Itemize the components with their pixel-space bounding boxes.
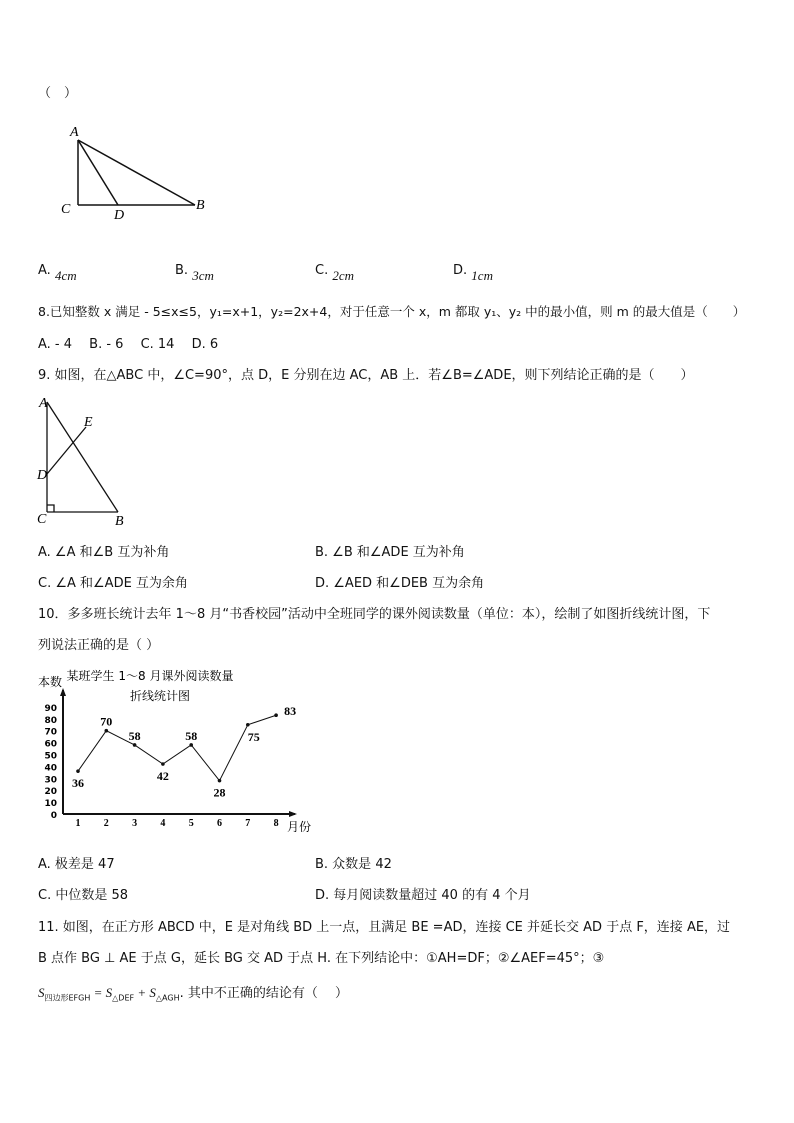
q8-stem: 8.已知整数 x 满足 - 5≤x≤5，y₁=x+1，y₂=2x+4，对于任意一个 x，m 都取 y₁、y₂ 中的最小值，则 m 的最大值是（ ）: [38, 304, 746, 319]
subscript: △DEF: [112, 993, 135, 1003]
option-key: C.: [315, 263, 329, 278]
q7-label-c: C: [61, 202, 71, 217]
q7-option-a[interactable]: [38, 262, 77, 283]
y-tick-label: 60: [44, 739, 57, 750]
equals-s: = S: [90, 985, 113, 1000]
y-tick-label: 90: [44, 703, 57, 714]
q9-label-b: B: [115, 514, 124, 529]
q9-option-b[interactable]: B. ∠B 和∠ADE 互为补角: [315, 545, 465, 560]
y-tick-label: 10: [44, 799, 57, 810]
x-axis-arrow: [289, 811, 297, 817]
q10-option-b[interactable]: B. 众数是 42: [315, 857, 392, 872]
option-value: 2cm: [332, 268, 355, 283]
q9-triangle-figure: [47, 402, 118, 512]
option-value: 4cm: [54, 268, 77, 283]
q10-option-a[interactable]: A. 极差是 47: [38, 857, 115, 872]
q7-label-d: D: [114, 208, 125, 223]
s-symbol: S: [38, 985, 45, 1000]
q11-line3: [38, 982, 348, 1004]
subscript: 四边形EFGH: [44, 993, 91, 1003]
data-label: 83: [284, 704, 297, 719]
q7-answer-bracket: （ ）: [38, 86, 78, 101]
y-tick-label: 50: [44, 751, 57, 762]
q7-label-b: B: [196, 198, 205, 213]
reading-line-chart: [38, 668, 311, 834]
data-label: 28: [213, 785, 226, 800]
q9-option-c[interactable]: C. ∠A 和∠ADE 互为余角: [38, 576, 188, 591]
data-label: 75: [247, 729, 260, 744]
q9-label-e: E: [84, 415, 93, 430]
option-value: 1cm: [471, 268, 493, 283]
data-point: [76, 769, 80, 773]
data-point: [105, 729, 109, 733]
q11-line1: 11. 如图，在正方形 ABCD 中，E 是对角线 BD 上一点，且满足 BE =AD，连接 CE 并延长交 AD 于点 F，连接 AE，过: [38, 920, 731, 935]
data-point: [189, 743, 193, 747]
q9-label-d: D: [37, 468, 48, 483]
q8-options[interactable]: A. - 4 B. - 6 C. 14 D. 6: [38, 337, 219, 352]
data-point: [274, 713, 278, 717]
y-axis-label: 本数: [38, 675, 63, 689]
plus-s: + S: [134, 985, 156, 1000]
data-point: [161, 762, 165, 766]
q10-stem-line2: 列说法正确的是（ ）: [38, 638, 160, 653]
y-tick-label: 0: [50, 811, 57, 821]
x-tick-label: 1: [75, 818, 81, 829]
q9-option-a[interactable]: A. ∠A 和∠B 互为补角: [38, 545, 170, 560]
q7-option-d[interactable]: [453, 262, 493, 283]
y-tick-label: 20: [44, 787, 57, 798]
q7-option-c[interactable]: [315, 262, 355, 283]
q9-label-a: A: [39, 396, 48, 411]
data-label: 58: [185, 728, 198, 743]
q7-triangle-figure: [78, 140, 195, 205]
q9-option-d[interactable]: D. ∠AED 和∠DEB 互为余角: [315, 576, 485, 591]
data-label: 58: [128, 728, 141, 743]
x-tick-label: 5: [188, 818, 194, 829]
data-label: 36: [72, 776, 84, 791]
y-tick-label: 40: [44, 763, 57, 774]
q9-label-c: C: [37, 512, 47, 527]
chart-subtitle: 折线统计图: [129, 689, 191, 703]
data-label: 42: [156, 769, 169, 784]
x-tick-label: 7: [245, 818, 251, 829]
x-axis-label: 月份: [287, 820, 312, 834]
y-axis-arrow: [60, 688, 66, 696]
q11-line2: B 点作 BG ⊥ AE 于点 G，延长 BG 交 AD 于点 H. 在下列结论中：①AH=DF；②∠AEF=45°；③: [38, 951, 605, 966]
y-tick-label: 80: [44, 715, 57, 726]
q10-option-d[interactable]: D. 每月阅读数量超过 40 的有 4 个月: [315, 888, 531, 903]
x-tick-label: 2: [103, 818, 109, 829]
data-point: [246, 723, 250, 727]
q10-option-c[interactable]: C. 中位数是 58: [38, 888, 129, 903]
y-tick-label: 70: [44, 727, 57, 738]
option-key: B.: [175, 263, 189, 278]
x-tick-label: 3: [132, 818, 138, 829]
q7-option-b[interactable]: [175, 262, 214, 283]
option-value: 3cm: [192, 268, 214, 283]
chart-title: 某班学生 1～8 月课外阅读数量: [66, 669, 234, 683]
q11-ending: . 其中不正确的结论有（ ）: [179, 986, 349, 1001]
q10-stem-line1: 10．多多班长统计去年 1～8 月“书香校园”活动中全班同学的课外阅读数量（单位：本），绘制了如图折线统计图，下: [38, 607, 711, 622]
x-tick-label: 8: [273, 818, 279, 829]
data-point: [133, 743, 137, 747]
subscript: △AGH: [155, 993, 180, 1003]
x-tick-label: 4: [160, 818, 166, 829]
q9-stem: 9. 如图，在△ABC 中，∠C=90°，点 D，E 分别在边 AC，AB 上．若∠B=∠ADE，则下列结论正确的是（ ）: [38, 368, 694, 383]
option-key: A.: [38, 263, 51, 278]
option-key: D.: [453, 263, 468, 278]
data-point: [218, 779, 222, 783]
x-tick-label: 6: [217, 818, 222, 829]
q7-label-a: A: [70, 125, 79, 140]
data-label: 70: [100, 714, 113, 729]
y-tick-label: 30: [44, 775, 57, 786]
